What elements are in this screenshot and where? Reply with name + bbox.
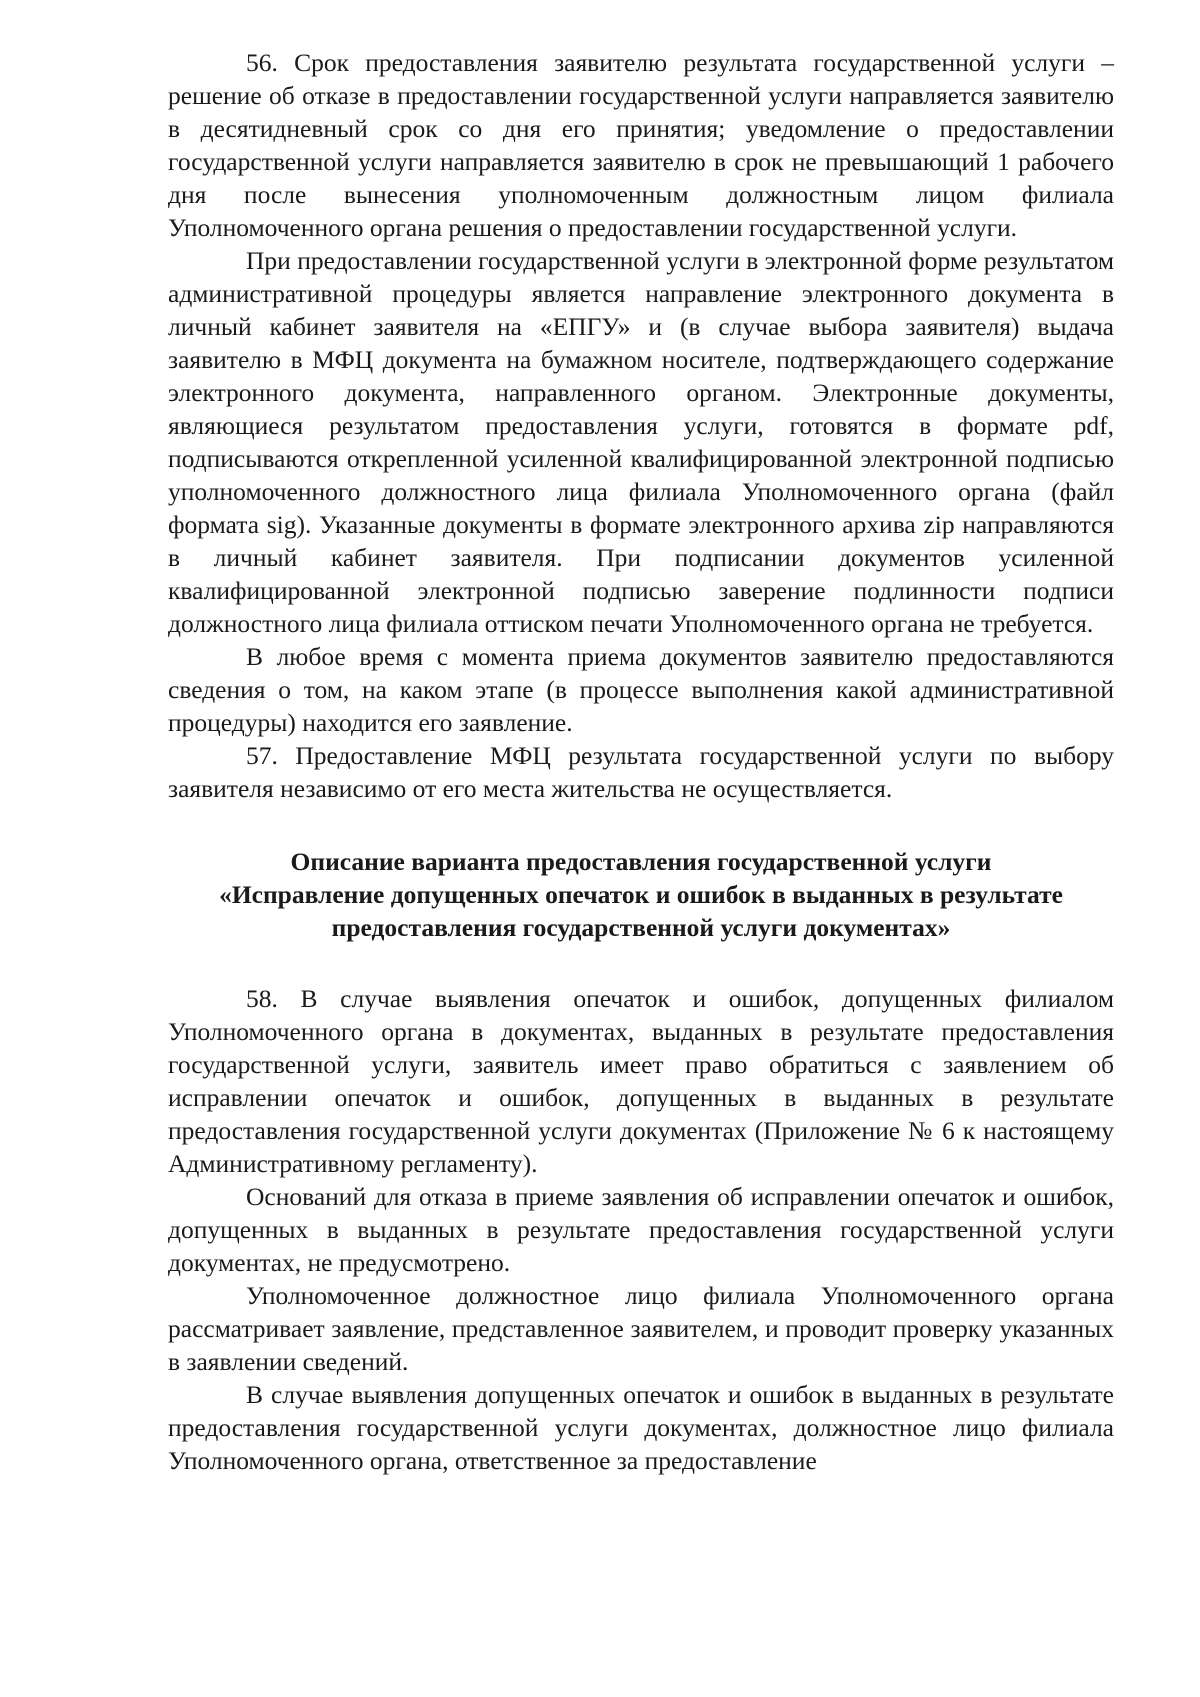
section-heading bbox=[168, 845, 1114, 944]
section-heading-line-2: «Исправление допущенных опечаток и ошибок в выданных в результате bbox=[219, 880, 1063, 909]
paragraph-errors-found: В случае выявления допущенных опечаток и ошибок в выданных в результате предоставления государственной услуги документах, должностное лицо филиала Уполномоченного органа, ответственное за предоставление bbox=[168, 1380, 1114, 1475]
section-heading-line-3: предоставления государственной услуги документах» bbox=[331, 913, 951, 942]
paragraph-56: 56. Срок предоставления заявителю результата государственной услуги – решение об отказе в предоставлении государственной услуги направляется заявителю в десятидневный срок со дня его принятия; уведомление о предоставлении государственной услуги направляется заявителю в срок не превышающий 1 рабочего дня после вынесения уполномоченным должностным лицом филиала Уполномоченного органа решения о предоставлении государственной услуги. bbox=[168, 48, 1114, 242]
paragraph-57: 57. Предоставление МФЦ результата государственной услуги по выбору заявителя независимо от его места жительства не осуществляется. bbox=[168, 741, 1114, 803]
paragraph-no-refusal-grounds: Оснований для отказа в приеме заявления об исправлении опечаток и ошибок, допущенных в выданных в результате предоставления государственной услуги документах, не предусмотрено. bbox=[168, 1182, 1114, 1277]
paragraph-status-info: В любое время с момента приема документов заявителю предоставляются сведения о том, на каком этапе (в процессе выполнения какой административной процедуры) находится его заявление. bbox=[168, 642, 1114, 737]
paragraph-review: Уполномоченное должностное лицо филиала Уполномоченного органа рассматривает заявление, представленное заявителем, и проводит проверку указанных в заявлении сведений. bbox=[168, 1281, 1114, 1376]
paragraph-58: 58. В случае выявления опечаток и ошибок, допущенных филиалом Уполномоченного органа в документах, выданных в результате предоставления государственной услуги, заявитель имеет право обратиться с заявлением об исправлении опечаток и ошибок, допущенных в выданных в результате предоставления государственной услуги документах (Приложение № 6 к настоящему Административному регламенту). bbox=[168, 984, 1114, 1178]
document-page bbox=[168, 46, 1114, 1477]
paragraph-electronic-form: При предоставлении государственной услуги в электронной форме результатом административной процедуры является направление электронного документа в личный кабинет заявителя на «ЕПГУ» и (в случае выбора заявителя) выдача заявителю в МФЦ документа на бумажном носителе, подтверждающего содержание электронного документа, направленного органом. Электронные документы, являющиеся результатом предоставления услуги, готовятся в формате pdf, подписываются открепленной усиленной квалифицированной электронной подписью уполномоченного должностного лица филиала Уполномоченного органа (файл формата sig). Указанные документы в формате электронного архива zip направляются в личный кабинет заявителя. При подписании документов усиленной квалифицированной электронной подписью заверение подлинности подписи должностного лица филиала оттиском печати Уполномоченного органа не требуется. bbox=[168, 246, 1114, 638]
section-heading-line-1: Описание варианта предоставления государственной услуги bbox=[290, 847, 992, 876]
